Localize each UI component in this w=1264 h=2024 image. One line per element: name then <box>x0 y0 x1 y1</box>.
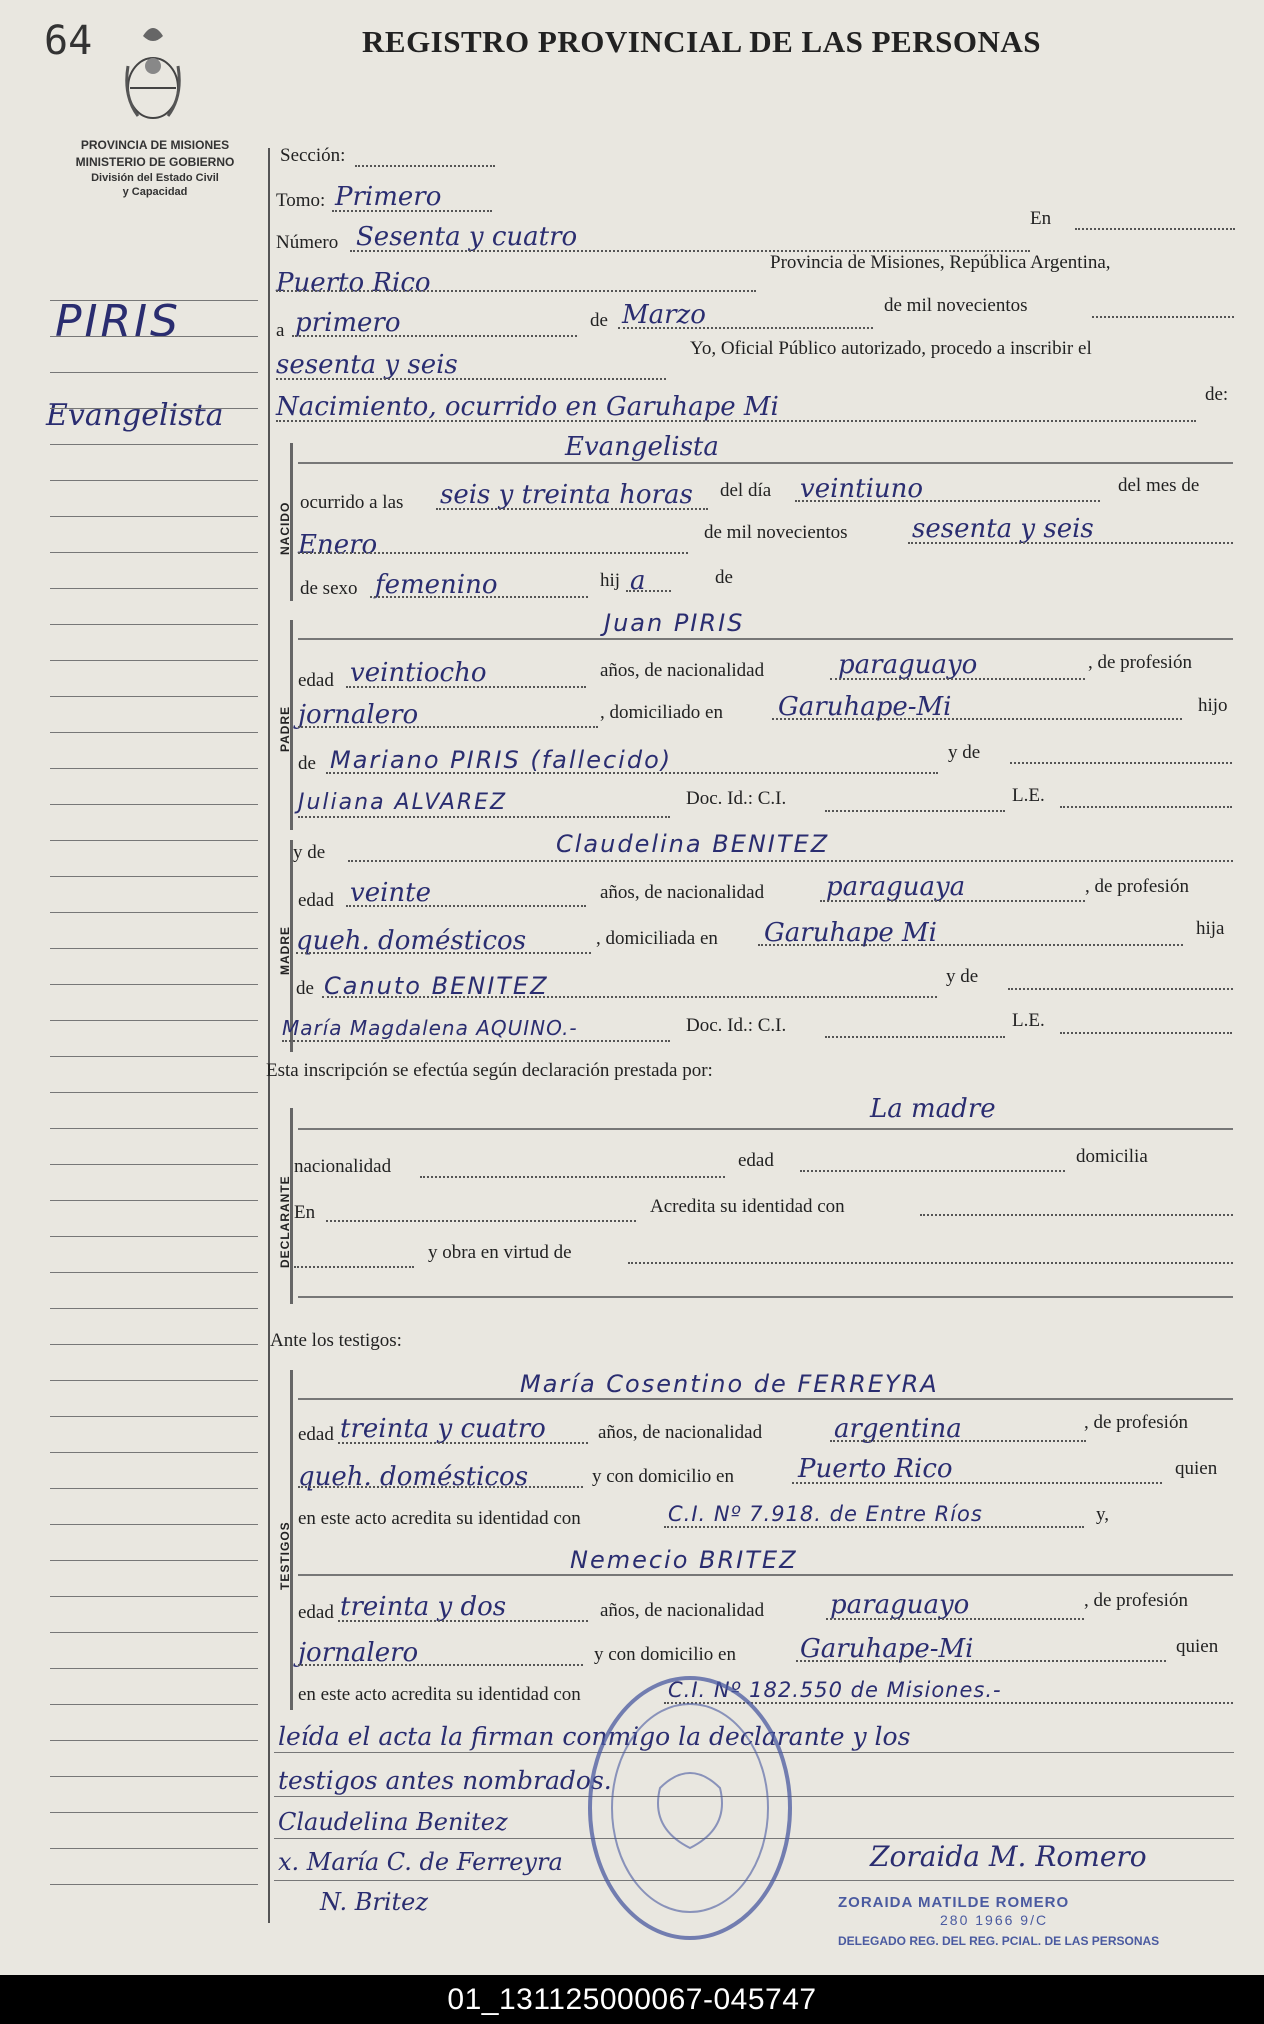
value-t1-edad: treinta y cuatro <box>340 1414 546 1444</box>
value-abuela-p: Juliana ALVAREZ <box>298 790 508 815</box>
label-de-mes: de <box>590 310 608 331</box>
label-numero: Número <box>276 232 339 253</box>
signature-testigo2: N. Britez <box>320 1888 428 1916</box>
value-t2-dom: Garuhape-Mi <box>800 1634 974 1664</box>
margin-rule-line <box>50 1524 258 1525</box>
margin-rule-line <box>50 1020 258 1021</box>
value-numero: Sesenta y cuatro <box>356 222 578 252</box>
margin-rule-line <box>50 552 258 553</box>
margin-rule-line <box>50 1236 258 1237</box>
margin-rule-line <box>50 840 258 841</box>
label-t1-nac: años, de nacionalidad <box>598 1422 763 1443</box>
margin-rule-line <box>50 300 258 301</box>
margin-rule-line <box>50 1380 258 1381</box>
label-oficial: Yo, Oficial Público autorizado, procedo a inscribir el <box>690 338 1092 359</box>
label-padre-prof: , de profesión <box>1088 652 1192 673</box>
label-t1-acredita: en este acto acredita su identidad con <box>298 1508 581 1529</box>
value-madre-prof: queh. domésticos <box>296 926 527 956</box>
margin-rule-line <box>50 660 258 661</box>
margin-rule-line <box>50 1272 258 1273</box>
margin-rule-line <box>50 804 258 805</box>
label-de-padres: de <box>715 567 733 588</box>
value-anio-acta: sesenta y seis <box>276 350 458 380</box>
label-madre-prof: , de profesión <box>1085 876 1189 897</box>
value-hora: seis y treinta horas <box>440 480 693 510</box>
stamp-title: DELEGADO REG. DEL REG. PCIAL. DE LAS PERSONAS <box>838 1934 1160 1948</box>
signature-declarante: Claudelina Benitez <box>278 1808 508 1836</box>
margin-rule-line <box>50 1776 258 1777</box>
label-t2-edad: edad <box>298 1602 334 1623</box>
margin-rule-line <box>50 1668 258 1669</box>
label-decl-obra: y obra en virtud de <box>428 1242 572 1263</box>
label-madre-edad: edad <box>298 890 334 911</box>
margin-rule-line <box>50 1884 258 1885</box>
label-mil-novecientos-1: de mil novecientos <box>884 295 1028 316</box>
margin-rule-line <box>50 336 258 337</box>
label-sexo: de sexo <box>300 578 358 599</box>
value-padre-dom: Garuhape-Mi <box>778 692 952 722</box>
value-t1-prof: queh. domésticos <box>298 1462 529 1492</box>
label-decl-dom: domicilia <box>1076 1146 1148 1167</box>
margin-rule-line <box>50 1092 258 1093</box>
column-divider <box>268 148 270 1923</box>
margin-rule-line <box>50 1056 258 1057</box>
label-t1-quien: quien <box>1175 1458 1218 1479</box>
value-lugar: Puerto Rico <box>276 268 431 298</box>
label-madre-de: de <box>296 978 314 999</box>
margin-rule-line <box>50 1452 258 1453</box>
image-id-footer: 01_131125000067-045747 <box>0 1975 1264 2024</box>
value-madre-nac: paraguaya <box>826 872 966 902</box>
value-padre-nombre: Juan PIRIS <box>604 609 745 637</box>
label-t2-prof: , de profesión <box>1084 1590 1188 1611</box>
margin-rule-line <box>50 1812 258 1813</box>
margin-rule-line <box>50 588 258 589</box>
margin-rule-line <box>50 984 258 985</box>
margin-rule-line <box>50 408 258 409</box>
label-madre-y-de2: y de <box>946 966 979 987</box>
margin-given-name: Evangelista <box>46 398 224 433</box>
margin-rule-line <box>50 1200 258 1201</box>
value-nombre: Evangelista <box>565 432 719 462</box>
page-number: 64 <box>44 18 93 64</box>
label-padre-y-de: y de <box>948 742 981 763</box>
value-tomo: Primero <box>335 182 442 212</box>
value-padre-prof: jornalero <box>298 700 419 730</box>
label-de-colon: de: <box>1205 384 1229 405</box>
margin-rule-line <box>50 1560 258 1561</box>
section-label-madre: MADRE <box>278 926 292 975</box>
label-seccion: Sección: <box>280 145 346 166</box>
value-t2-edad: treinta y dos <box>340 1592 507 1622</box>
value-t1-nac: argentina <box>834 1414 962 1444</box>
label-t2-acredita: en este acto acredita su identidad con <box>298 1684 581 1705</box>
label-decl-acredita: Acredita su identidad con <box>650 1196 845 1217</box>
closing-line-2: testigos antes nombrados. <box>278 1766 612 1795</box>
value-madre-nombre: Claudelina BENITEZ <box>556 830 830 858</box>
header-left-line2: MINISTERIO DE GOBIERNO <box>75 155 235 169</box>
signature-oficial: Zoraida M. Romero <box>870 1840 1147 1873</box>
margin-rule-line <box>50 1740 258 1741</box>
header-left-line3: División del Estado Civil <box>91 172 219 184</box>
value-madre-dom: Garuhape Mi <box>764 918 937 948</box>
section-label-padre: PADRE <box>278 705 292 752</box>
label-padre-de: de <box>298 753 316 774</box>
margin-rule-line <box>50 732 258 733</box>
margin-rule-line <box>50 1128 258 1129</box>
margin-rule-line <box>50 516 258 517</box>
label-t1-prof: , de profesión <box>1084 1412 1188 1433</box>
label-tomo: Tomo: <box>276 190 326 211</box>
label-padre-doc: Doc. Id.: C.I. <box>686 788 787 809</box>
value-t2-nac: paraguayo <box>830 1590 970 1620</box>
value-padre-edad: veintiocho <box>350 658 487 688</box>
label-madre-dom: , domiciliada en <box>596 928 718 949</box>
value-hij-suffix: a <box>630 566 646 596</box>
value-hecho: Nacimiento, ocurrido en Garuhape Mi <box>276 392 779 422</box>
value-t1-dom: Puerto Rico <box>798 1454 953 1484</box>
margin-rule-line <box>50 948 258 949</box>
header-left-line4: y Capacidad <box>122 186 188 198</box>
value-dia-acta: primero <box>295 308 401 338</box>
value-abuela-m: María Magdalena AQUINO.- <box>282 1016 578 1040</box>
margin-surname: PIRIS <box>55 296 181 347</box>
value-abuelo-m: Canuto BENITEZ <box>324 972 549 1000</box>
margin-rule-line <box>50 1164 258 1165</box>
margin-rule-line <box>50 1416 258 1417</box>
margin-rule-line <box>50 1308 258 1309</box>
margin-rule-line <box>50 1632 258 1633</box>
value-testigo1: María Cosentino de FERREYRA <box>520 1370 939 1398</box>
value-mes-acta: Marzo <box>622 300 706 330</box>
label-t1-dom: y con domicilio en <box>592 1466 734 1487</box>
section-label-nacido: NACIDO <box>278 501 292 555</box>
label-ocurrido: ocurrido a las <box>300 492 404 513</box>
margin-rule-line <box>50 696 258 697</box>
label-decl-nac: nacionalidad <box>294 1156 392 1177</box>
label-t2-nac: años, de nacionalidad <box>600 1600 765 1621</box>
stamp-code: 280 1966 9/C <box>940 1912 1049 1928</box>
label-decl-en: En <box>294 1202 316 1223</box>
label-t2-quien: quien <box>1176 1636 1219 1657</box>
label-madre-le: L.E. <box>1012 1010 1045 1031</box>
margin-rule-line <box>50 1704 258 1705</box>
label-hija: hija <box>1196 918 1225 939</box>
label-t2-dom: y con domicilio en <box>594 1644 736 1665</box>
margin-rule-line <box>50 1344 258 1345</box>
label-ante-testigos: Ante los testigos: <box>270 1330 402 1351</box>
value-dia-nac: veintiuno <box>800 474 924 504</box>
header-left-block <box>55 138 255 198</box>
label-mil-novecientos-2: de mil novecientos <box>704 522 848 543</box>
label-padre-le: L.E. <box>1012 785 1045 806</box>
label-madre-nac: años, de nacionalidad <box>600 882 765 903</box>
label-decl-edad: edad <box>738 1150 774 1171</box>
label-madre-y-de: y de <box>293 842 326 863</box>
stamp-name: ZORAIDA MATILDE ROMERO <box>838 1894 1070 1911</box>
label-hij: hij <box>600 570 621 591</box>
label-a: a <box>276 320 285 341</box>
page-title: REGISTRO PROVINCIAL DE LAS PERSONAS <box>362 24 1041 59</box>
margin-rule-line <box>50 876 258 877</box>
margin-rule-line <box>50 480 258 481</box>
value-t1-doc: C.I. Nº 7.918. de Entre Ríos <box>668 1502 983 1526</box>
margin-rule-line <box>50 912 258 913</box>
label-madre-doc: Doc. Id.: C.I. <box>686 1015 787 1036</box>
margin-rule-line <box>50 372 258 373</box>
label-y-comma: y, <box>1096 1504 1110 1525</box>
section-label-declarante: DECLARANTE <box>278 1175 292 1268</box>
label-provincia: Provincia de Misiones, República Argentina, <box>770 252 1111 273</box>
margin-rule-line <box>50 1596 258 1597</box>
label-padre-nac: años, de nacionalidad <box>600 660 765 681</box>
value-testigo2: Nemecio BRITEZ <box>570 1546 798 1574</box>
coat-of-arms-icon <box>118 16 188 126</box>
margin-rule-line <box>50 1488 258 1489</box>
value-padre-nac: paraguayo <box>838 650 978 680</box>
signature-testigo1: x. María C. de Ferreyra <box>278 1848 563 1876</box>
label-padre-edad: edad <box>298 670 334 691</box>
margin-rule-line <box>50 624 258 625</box>
label-padre-dom: , domiciliado en <box>600 702 723 723</box>
label-t1-edad: edad <box>298 1424 334 1445</box>
value-declarante: La madre <box>870 1094 996 1124</box>
value-t2-prof: jornalero <box>298 1638 419 1668</box>
label-del-mes: del mes de <box>1118 475 1200 496</box>
value-t2-doc: C.I. Nº 182.550 de Misiones.- <box>668 1678 1002 1702</box>
label-inscripcion: Esta inscripción se efectúa según declaración prestada por: <box>266 1060 713 1081</box>
margin-rule-line <box>50 768 258 769</box>
label-hijo: hijo <box>1198 695 1228 716</box>
official-seal-icon <box>580 1668 800 1948</box>
header-left-line1: PROVINCIA DE MISIONES <box>80 138 230 152</box>
label-del-dia: del día <box>720 480 772 501</box>
section-label-testigos: TESTIGOS <box>278 1521 292 1590</box>
value-abuelo-p: Mariano PIRIS (fallecido) <box>330 746 673 774</box>
value-madre-edad: veinte <box>350 878 431 908</box>
label-en: En <box>1030 208 1052 229</box>
margin-rule-line <box>50 1848 258 1849</box>
margin-rule-line <box>50 444 258 445</box>
closing-line-1: leída el acta la firman conmigo la declarante y los <box>278 1722 911 1751</box>
value-sexo: femenino <box>375 570 498 600</box>
value-anio-nac: sesenta y seis <box>912 514 1094 544</box>
value-mes-nac: Enero <box>298 530 378 560</box>
